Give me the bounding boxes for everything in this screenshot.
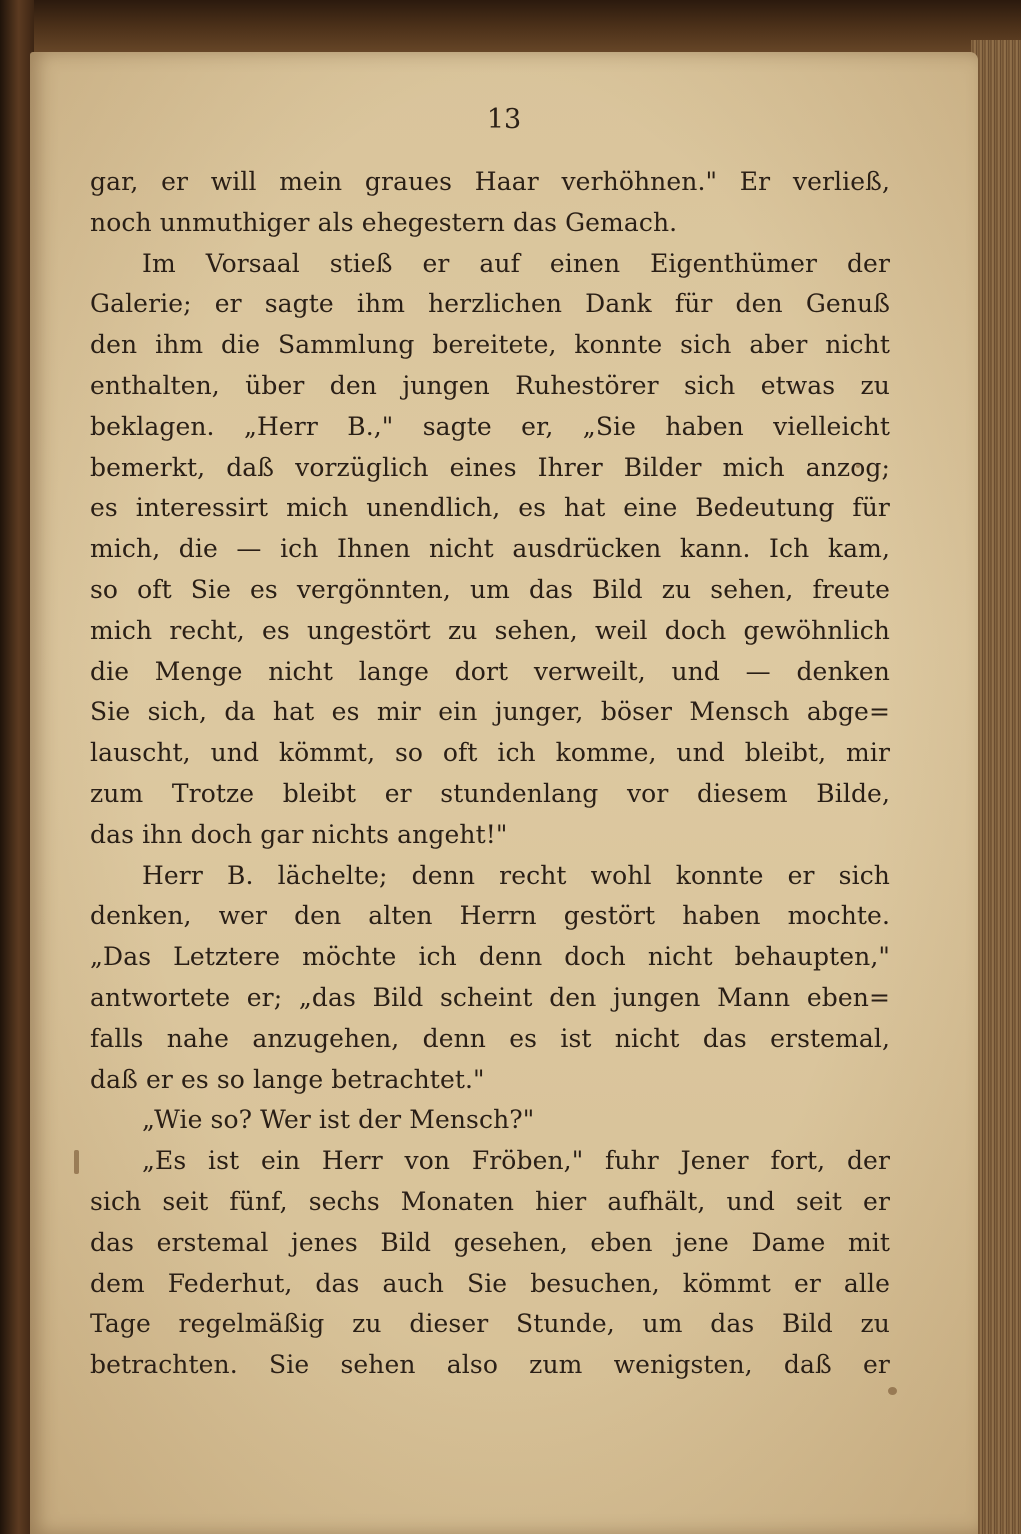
text-line: Herr B. lächelte; denn recht wohl konnte er sich (142, 860, 890, 890)
text-line: Tage regelmäßig zu dieser Stunde, um das Bild zu (90, 1309, 890, 1339)
page-number: 13 (486, 104, 522, 135)
book-spine (0, 0, 34, 1534)
text-line: zum Trotze bleibt er stundenlang vor diesem Bilde, (90, 778, 890, 808)
paper-stain (74, 1150, 79, 1174)
text-line: Sie sich, da hat es mir ein junger, böser Mensch abge= (90, 697, 890, 727)
text-line: daß er es so lange betrachtet." (90, 1064, 485, 1094)
paper-stain (888, 1387, 897, 1395)
text-line: mich recht, es ungestört zu sehen, weil doch gewöhnlich (90, 615, 890, 645)
text-line: falls nahe anzugehen, denn es ist nicht das erstemal, (90, 1023, 890, 1053)
text-line: Im Vorsaal stieß er auf einen Eigenthümer der (142, 248, 890, 278)
text-line: es interessirt mich unendlich, es hat eine Bedeutung für (90, 493, 890, 523)
text-line: bemerkt, daß vorzüglich eines Ihrer Bilder mich anzog; (90, 452, 890, 482)
book-top-edge (0, 0, 1021, 58)
text-line: mich, die — ich Ihnen nicht ausdrücken kann. Ich kam, (90, 534, 890, 564)
text-line: noch unmuthiger als ehegestern das Gemach. (90, 207, 678, 237)
text-line: Galerie; er sagte ihm herzlichen Dank für den Genuß (90, 289, 890, 319)
text-line: die Menge nicht lange dort verweilt, und — denken (90, 656, 890, 686)
text-line: lauscht, und kömmt, so oft ich komme, und bleibt, mir (90, 738, 890, 768)
book-page (30, 52, 978, 1534)
text-line: so oft Sie es vergönnten, um das Bild zu sehen, freute (90, 574, 890, 604)
text-line: antwortete er; „das Bild scheint den jungen Mann eben= (90, 982, 890, 1012)
text-line: dem Federhut, das auch Sie besuchen, kömmt er alle (90, 1268, 890, 1298)
body-text (90, 162, 890, 1386)
text-line: gar, er will mein graues Haar verhöhnen." Er verließ, (90, 167, 890, 196)
text-line: denken, wer den alten Herrn gestört haben mochte. (90, 901, 890, 931)
text-line: das erstemal jenes Bild gesehen, eben jene Dame mit (90, 1227, 890, 1257)
text-line: den ihm die Sammlung bereitete, konnte sich aber nicht (90, 330, 890, 360)
text-line: „Wie so? Wer ist der Mensch?" (142, 1105, 535, 1135)
text-line: das ihn doch gar nichts angeht!" (90, 819, 508, 849)
text-line: „Das Letztere möchte ich denn doch nicht behaupten," (90, 942, 890, 972)
text-line: betrachten. Sie sehen also zum wenigsten, daß er (90, 1350, 890, 1380)
text-line: sich seit fünf, sechs Monaten hier aufhält, und seit er (90, 1186, 890, 1216)
text-line: beklagen. „Herr B.," sagte er, „Sie haben vielleicht (90, 411, 890, 441)
text-line: „Es ist ein Herr von Fröben," fuhr Jener fort, der (142, 1146, 890, 1176)
text-line: enthalten, über den jungen Ruhestörer sich etwas zu (90, 370, 890, 400)
page-stack-edge (971, 40, 1021, 1534)
